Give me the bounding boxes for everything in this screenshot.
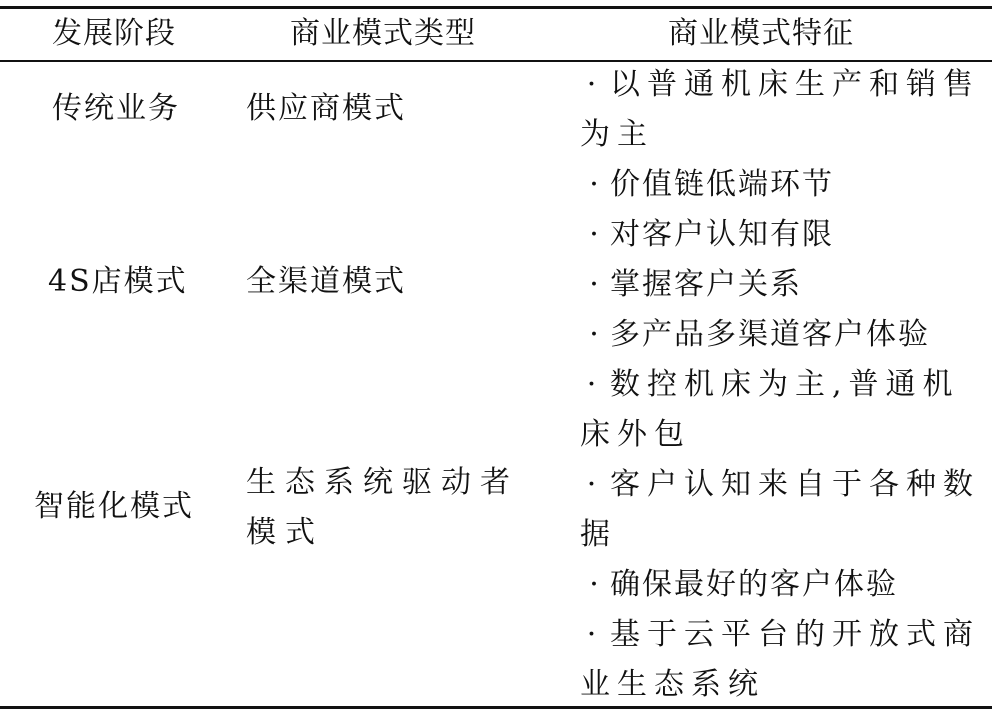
bullet-mark: ·	[586, 367, 604, 402]
stage-cell-intelligent: 智能化模式	[34, 489, 194, 524]
header-type: 商业模式类型	[290, 16, 476, 51]
feature-item	[580, 160, 980, 210]
feature-text: 基于云平台的开放式商业生态系统	[580, 617, 980, 702]
feature-text: 确保最好的客户体验	[610, 567, 898, 602]
bullet-mark: ·	[589, 217, 601, 252]
type-cell-omnichannel: 全渠道模式	[246, 264, 406, 299]
bullet-mark: ·	[589, 167, 601, 202]
feature-text: 多产品多渠道客户体验	[610, 317, 930, 352]
feature-item	[580, 560, 980, 610]
feature-text: 价值链低端环节	[610, 167, 834, 202]
feature-item	[580, 460, 980, 560]
feature-item	[580, 610, 980, 710]
feature-item	[580, 360, 980, 460]
bullet-mark: ·	[589, 317, 601, 352]
stage-cell-traditional: 传统业务	[52, 91, 180, 126]
bullet-mark: ·	[586, 467, 604, 502]
stage-cell-4s: 4S店模式	[48, 264, 188, 299]
top-rule	[0, 6, 992, 9]
feature-text: 以普通机床生产和销售为主	[580, 67, 980, 152]
feature-item	[580, 210, 980, 260]
feature-item	[580, 60, 980, 160]
feature-text: 掌握客户关系	[610, 267, 802, 302]
feature-item	[580, 310, 980, 360]
feature-text: 对客户认知有限	[610, 217, 834, 252]
header-features: 商业模式特征	[668, 16, 854, 51]
feature-item	[580, 260, 980, 310]
bullet-mark: ·	[589, 567, 601, 602]
type-cell-ecosystem: 生态系统驱动者模式	[246, 465, 519, 550]
type-cell-supplier: 供应商模式	[246, 91, 406, 126]
features-list	[580, 60, 980, 710]
header-stage: 发展阶段	[52, 16, 176, 51]
feature-text: 客户认知来自于各种数据	[580, 467, 980, 552]
bottom-rule	[0, 706, 992, 709]
bullet-mark: ·	[586, 617, 604, 652]
feature-text: 数控机床为主,普通机床外包	[580, 367, 960, 452]
bullet-mark: ·	[586, 67, 604, 102]
bullet-mark: ·	[589, 267, 601, 302]
